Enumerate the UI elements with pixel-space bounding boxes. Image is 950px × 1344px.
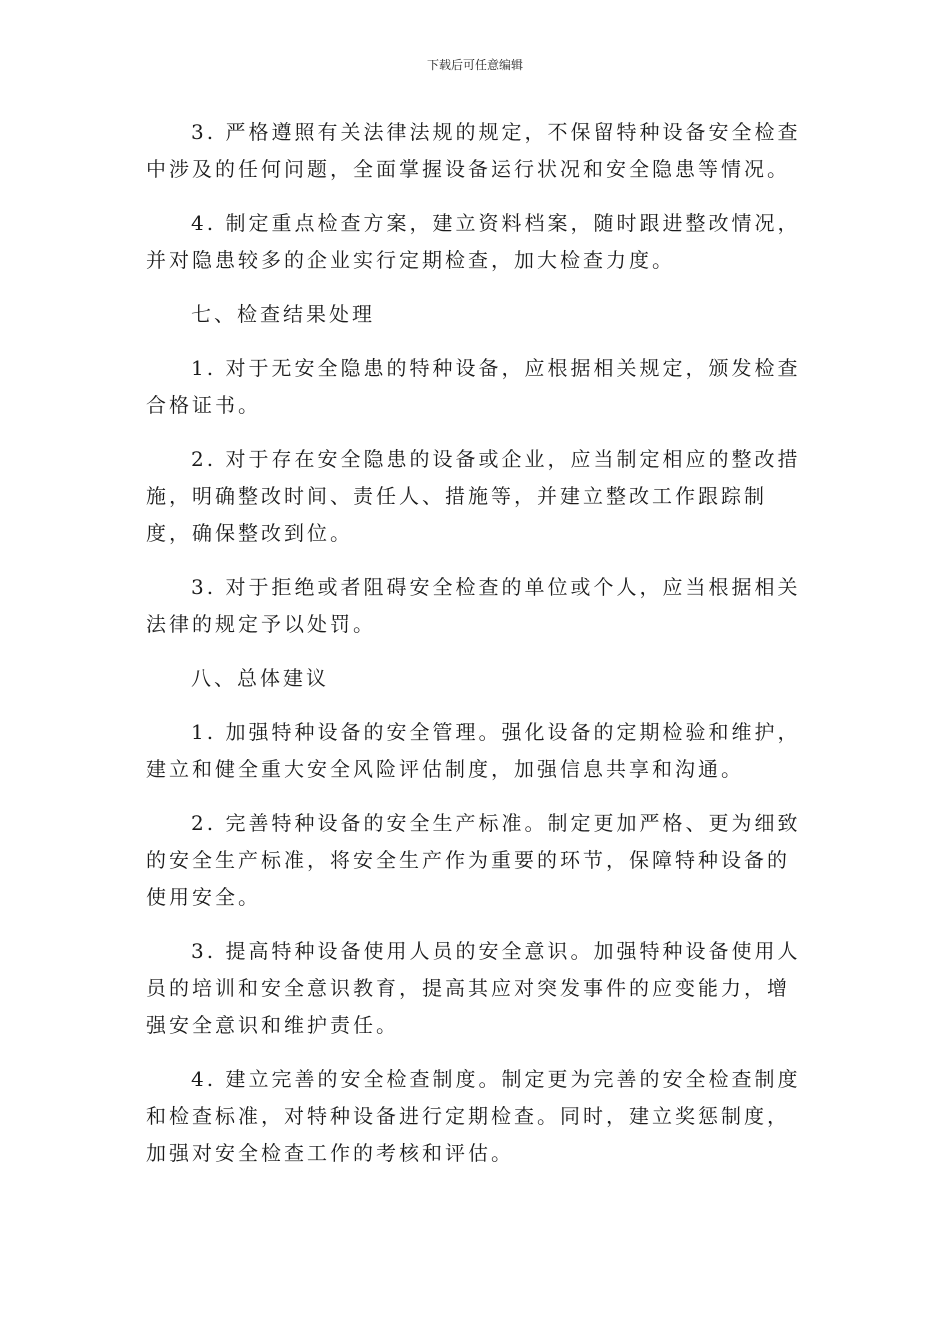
paragraph-suggestion-3: 3. 提高特种设备使用人员的安全意识。加强特种设备使用人员的培训和安全意识教育，提高其应对突发事件的应变能力，增强安全意识和维护责任。 xyxy=(146,939,801,1037)
paragraph-result-1: 1. 对于无安全隐患的特种设备，应根据相关规定，颁发检查合格证书。 xyxy=(146,356,801,417)
paragraph-suggestion-4: 4. 建立完善的安全检查制度。制定更为完善的安全检查制度和检查标准，对特种设备进行定期检查。同时，建立奖惩制度，加强对安全检查工作的考核和评估。 xyxy=(146,1067,801,1165)
paragraph-result-2: 2. 对于存在安全隐患的设备或企业，应当制定相应的整改措施，明确整改时间、责任人、措施等，并建立整改工作跟踪制度，确保整改到位。 xyxy=(146,447,801,545)
paragraph-item-3-regulations: 3. 严格遵照有关法律法规的规定，不保留特种设备安全检查中涉及的任何问题，全面掌握设备运行状况和安全隐患等情况。 xyxy=(146,120,801,181)
section-heading-8: 八、总体建议 xyxy=(191,666,329,690)
page-header: 下载后可任意编辑 xyxy=(426,58,523,72)
paragraph-result-3: 3. 对于拒绝或者阻碍安全检查的单位或个人，应当根据相关法律的规定予以处罚。 xyxy=(146,575,801,636)
paragraph-item-4-inspection-plan: 4. 制定重点检查方案，建立资料档案，随时跟进整改情况，并对隐患较多的企业实行定期检查，加大检查力度。 xyxy=(146,211,801,272)
paragraph-suggestion-1: 1. 加强特种设备的安全管理。强化设备的定期检验和维护，建立和健全重大安全风险评估制度，加强信息共享和沟通。 xyxy=(146,720,801,781)
document-body xyxy=(146,114,808,1189)
paragraph-suggestion-2: 2. 完善特种设备的安全生产标准。制定更加严格、更为细致的安全生产标准，将安全生产作为重要的环节，保障特种设备的使用安全。 xyxy=(146,811,801,909)
section-heading-7: 七、检查结果处理 xyxy=(191,302,375,326)
